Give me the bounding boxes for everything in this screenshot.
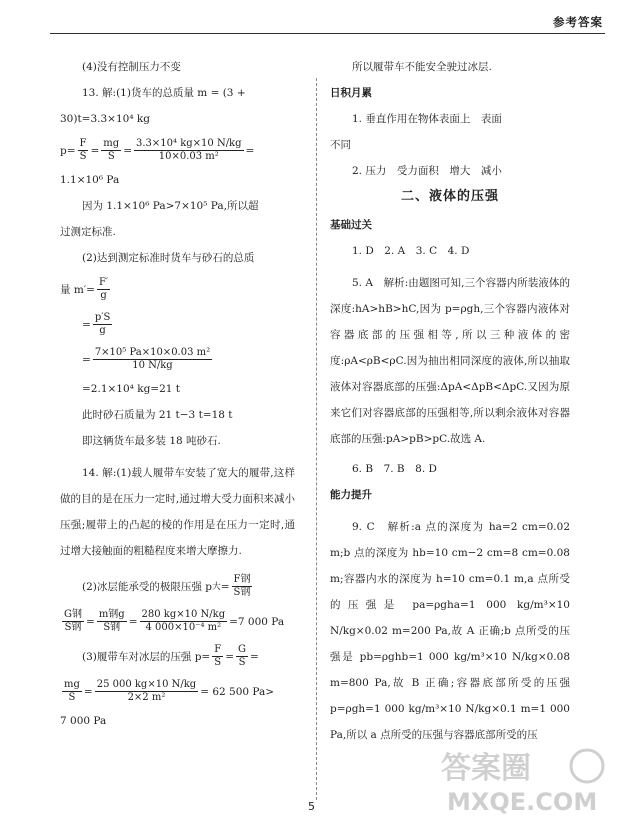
right-column [330, 60, 570, 748]
fraction [232, 574, 253, 599]
numerator: G [238, 644, 246, 655]
answer-line: 30)t=3.3×10⁴ kg [60, 113, 150, 125]
eq-text: = [220, 580, 230, 593]
eq-text: = [86, 615, 95, 628]
equation [60, 277, 295, 302]
denominator: 10 N/kg [132, 360, 173, 371]
answer-line: 不同 [330, 139, 351, 151]
fraction [236, 644, 248, 669]
denominator: S [107, 151, 115, 162]
eq-text: = [82, 318, 91, 331]
denominator: g [99, 325, 106, 336]
equation [60, 609, 295, 634]
answer-line: 即这辆货车最多装 18 吨砂石. [82, 435, 221, 447]
numerator: m钢g [98, 609, 125, 620]
equation [60, 679, 295, 704]
denominator: S [238, 657, 246, 668]
eq-text: = [250, 650, 259, 663]
eq-text: = [225, 650, 234, 663]
answer-line: =2.1×10⁴ kg=21 t [82, 383, 181, 395]
denominator: S钢 [103, 622, 121, 633]
eq-text: =7 000 Pa [229, 615, 285, 628]
eq-text: 量 m′= [60, 283, 95, 296]
answer-line: 7 000 Pa [60, 715, 107, 727]
answer-line: (2)达到测定标准时货车与砂石的总质 [82, 252, 255, 264]
answer-line: (4)没有控制压力不变 [82, 61, 181, 73]
numerator: 7×10⁵ Pa×10×0.03 m² [94, 347, 211, 358]
numerator: F钢 [233, 574, 251, 585]
answer-line: 因为 1.1×10⁶ Pa>7×10⁵ Pa,所以超 [82, 200, 259, 212]
page-number: 5 [308, 800, 315, 813]
numerator: F [79, 138, 87, 149]
fraction [95, 679, 199, 704]
eq-text: = [82, 353, 91, 366]
left-column [60, 60, 295, 740]
fraction [101, 138, 121, 163]
column-divider [316, 78, 317, 800]
answer-line: 1.1×10⁶ Pa [60, 174, 120, 186]
answer-line: 此时砂石质量为 21 t−3 t=18 t [82, 409, 233, 421]
numerator: 3.3×10⁴ kg×10 N/kg [136, 138, 242, 149]
fraction [134, 138, 244, 163]
denominator: S钢 [64, 622, 82, 633]
fraction [62, 609, 84, 634]
eq-text: (3)履带车对冰层的压强 p= [82, 650, 211, 663]
answer-paragraph: 9. C 解析:a 点的深度为 ha=2 cm=0.02 m;b 点的深度为 hb=10 cm−2 cm=8 cm=0.08 m;容器内水的深度为 h=10 cm=0.1 m,a 点所受的压强是 pa=ρgha=1 000 kg/m³×10 N/kg×0.02 m=200 Pa,故 A 正确;b 点所受的压强是 pb=ρghb=1 000 kg/m³×10 N/kg×0.08 m=800 Pa,故 B 正确;容器底部所受的压强 p=ρgh=1 000 kg/m³×10 N/kg×0.1 m=1 000 Pa,所以 a 点所受的压强与容器底部所受的压 [330, 521, 570, 741]
eq-text: = [123, 144, 132, 157]
denominator: 2×2 m² [127, 692, 166, 703]
answer-line: 6. B 7. B 8. D [352, 463, 437, 475]
denominator: 10×0.03 m² [158, 151, 219, 162]
denominator: 4 000×10⁻⁴ m² [145, 622, 222, 633]
page-header [0, 0, 623, 40]
eq-text: = 62 500 Pa> [200, 685, 275, 698]
numerator: 25 000 kg×10 N/kg [96, 679, 197, 690]
eq-text: = [128, 615, 138, 628]
subscript: 大 [211, 581, 221, 592]
watermark-logo [437, 744, 607, 816]
numerator: F′ [98, 277, 109, 288]
fraction [97, 277, 110, 302]
chapter-title: 二、液体的压强 [400, 189, 499, 204]
denominator: S [68, 692, 76, 703]
denominator: S [214, 657, 222, 668]
header-title: 参考答案 [553, 15, 603, 29]
numerator: G钢 [64, 609, 82, 620]
fraction [212, 644, 223, 669]
equation [60, 138, 295, 163]
denominator: g [100, 290, 107, 301]
answer-paragraph: 14. 解:(1)载人履带车安装了宽大的履带,这样做的目的是在压力一定时,通过增大受力面积来减小压强;履带上的凸起的棱的作用是在压力一定时,通过增大接触面的粗糙程度来增大摩擦力. [60, 467, 295, 557]
answer-line: 13. 解:(1)货车的总质量 m = (3 + [82, 87, 246, 99]
fraction [78, 138, 89, 163]
section-heading: 基础过关 [330, 219, 372, 231]
eq-text: = [90, 144, 100, 157]
numerator: mg [103, 138, 120, 149]
answer-line: 1. D 2. A 3. C 4. D [352, 245, 470, 257]
numerator: 280 kg×10 N/kg [141, 609, 226, 620]
equation [60, 347, 295, 372]
watermark-text: 答案圈 [441, 751, 531, 786]
section-heading: 日积月累 [330, 87, 372, 99]
numerator: F [214, 644, 222, 655]
answer-line: 所以履带车不能安全驶过冰层. [352, 61, 492, 73]
answer-line: 1. 垂直作用在物体表面上 表面 [352, 113, 502, 125]
equation [60, 574, 295, 599]
fraction [97, 609, 127, 634]
answer-line: 过测定标准. [60, 226, 116, 238]
denominator: S [79, 151, 87, 162]
header-rule [50, 33, 605, 34]
fraction [62, 679, 82, 704]
fraction [93, 312, 113, 337]
eq-text: = [245, 144, 255, 157]
answer-line: 2. 压力 受力面积 增大 减小 [352, 165, 502, 177]
denominator: S钢 [233, 587, 251, 598]
section-heading: 能力提升 [330, 489, 372, 501]
numerator: p′S [94, 312, 111, 323]
answer-paragraph: 5. A 解析:由题图可知,三个容器内所装液体的深度:hA>hB>hC,因为 p=ρgh,三个容器内液体对容器底部的压强相等,所以三种液体的密度:ρA<ρB<ρC.因为抽出相同深度的液体,所以抽取液体对容器底部的压强:ΔpA<ΔpB<ΔpC.又因为原来它们对容器底部的压强相等,所以剩余液体对容器底部的压强:pA>pB>pC.故选 A. [330, 277, 570, 445]
eq-text: = [83, 685, 93, 698]
fraction [140, 609, 228, 634]
equation [60, 312, 295, 337]
watermark-url: MXQE.COM [447, 788, 598, 816]
fraction [93, 347, 212, 372]
numerator: mg [64, 679, 80, 690]
eq-text: (2)冰层能承受的极限压强 p [82, 580, 212, 593]
eq-text: p= [60, 144, 76, 157]
equation [60, 644, 295, 669]
